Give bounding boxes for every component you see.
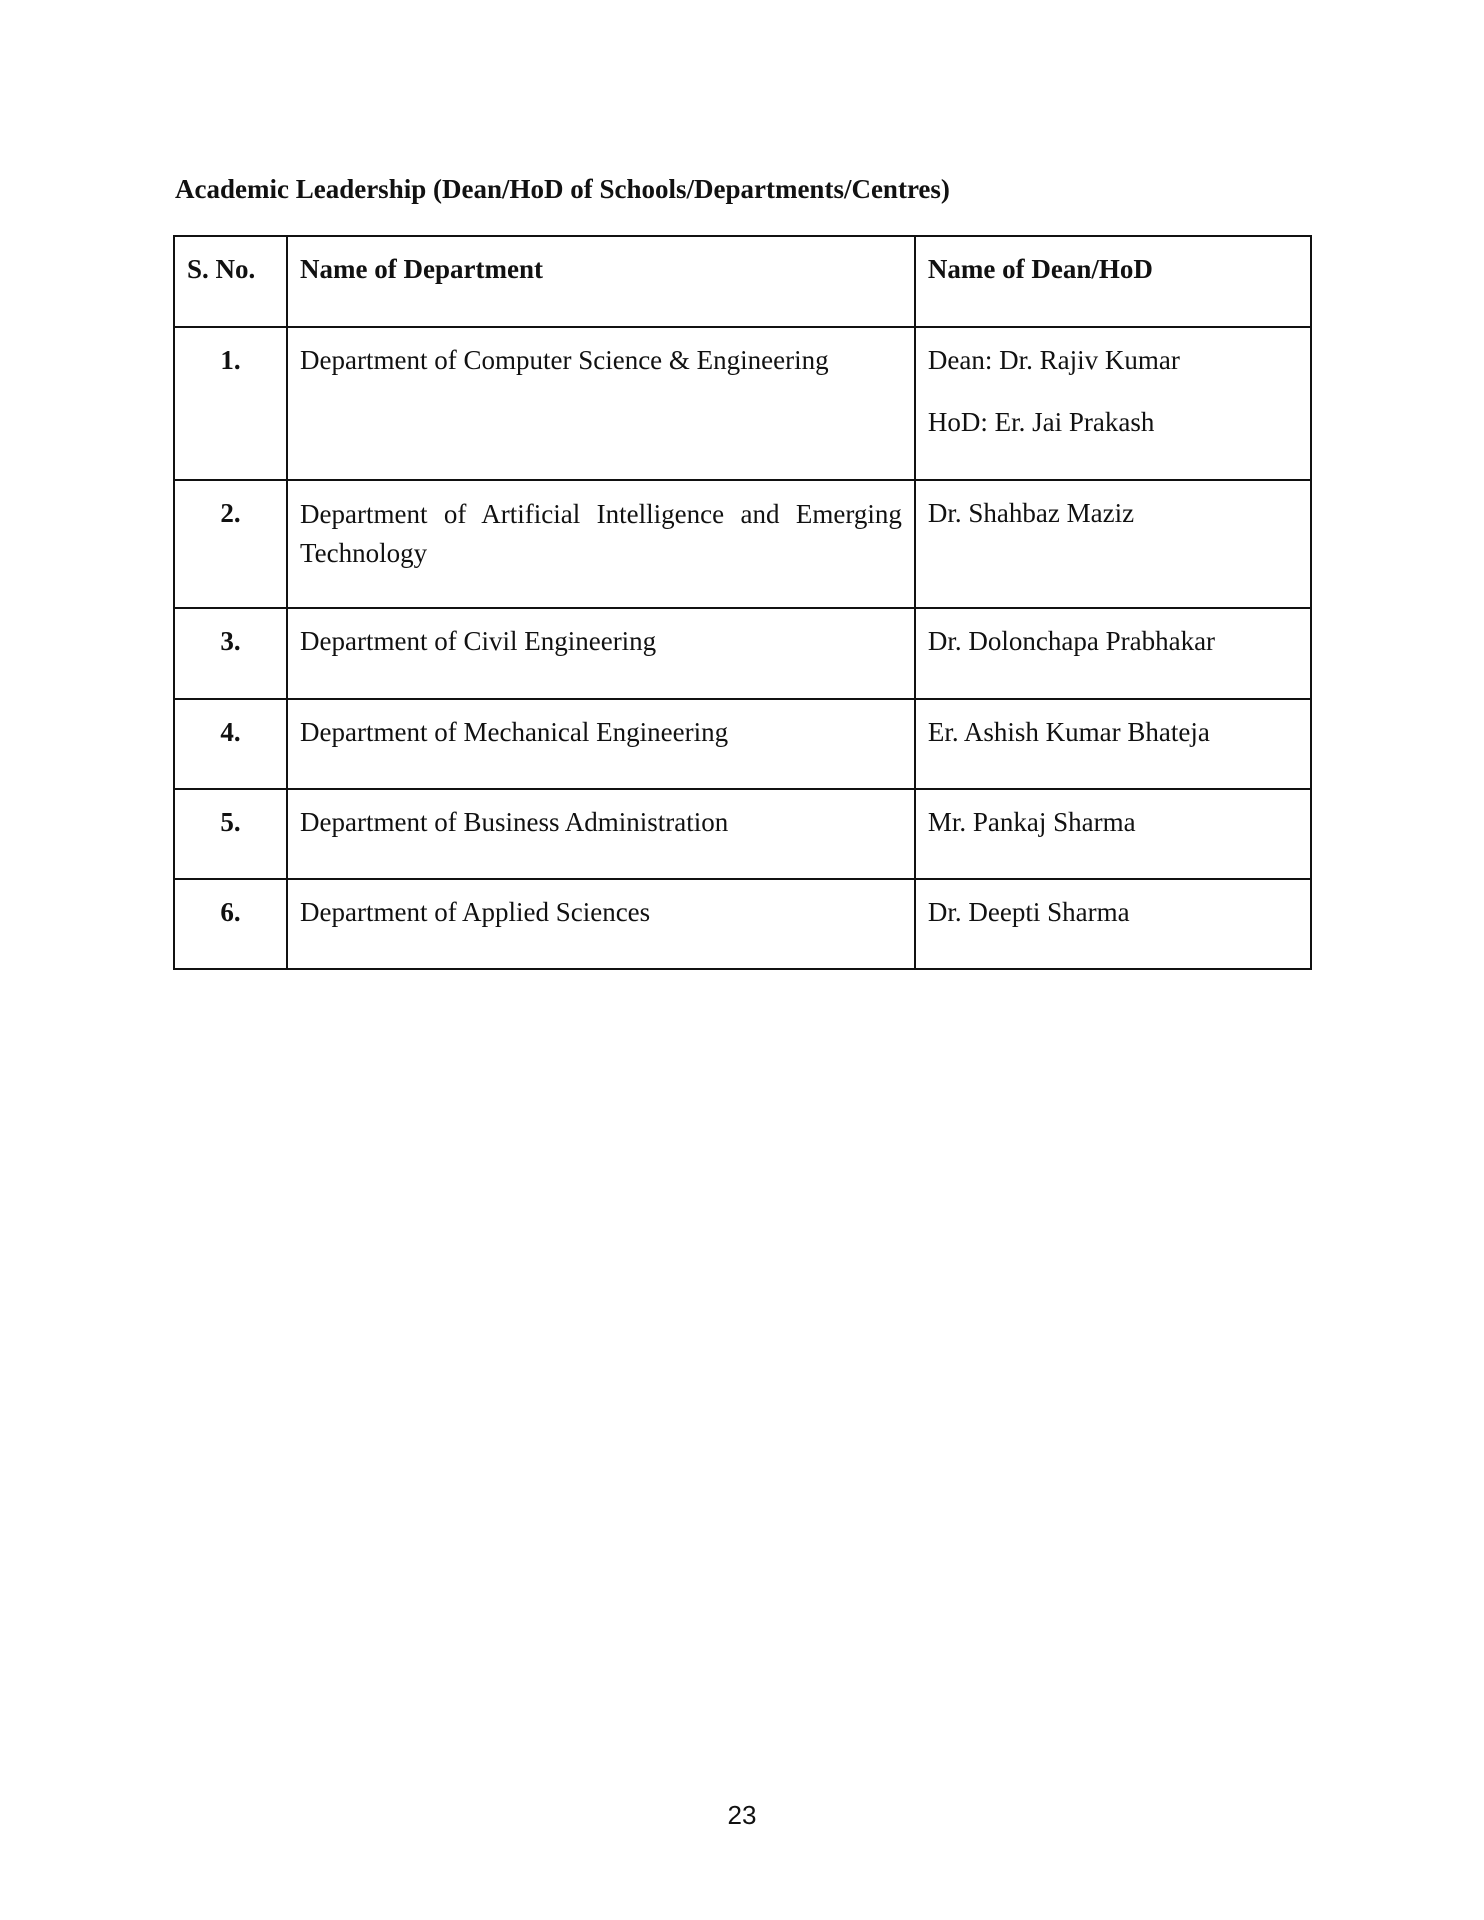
row-department: Department of Artificial Intelligence and Emerging Technology <box>287 480 915 608</box>
row-dean-hod: Dr. Dolonchapa Prabhakar <box>915 608 1311 699</box>
table-row <box>174 327 1311 480</box>
row-sno: 3. <box>174 608 287 699</box>
header-dean-hod: Name of Dean/HoD <box>915 236 1311 327</box>
table-row <box>174 789 1311 879</box>
table-row <box>174 480 1311 608</box>
header-department: Name of Department <box>287 236 915 327</box>
dean-name: Dean: Dr. Rajiv Kumar <box>927 345 1180 375</box>
row-department: Department of Business Administration <box>287 789 915 879</box>
row-department: Department of Applied Sciences <box>287 879 915 969</box>
leadership-table <box>173 235 1312 970</box>
row-department: Department of Mechanical Engineering <box>287 699 915 789</box>
table-header-row <box>174 236 1311 327</box>
table-row <box>174 879 1311 969</box>
row-dean-hod: Dr. Deepti Sharma <box>915 879 1311 969</box>
row-dean-hod: Mr. Pankaj Sharma <box>915 789 1311 879</box>
row-sno: 1. <box>174 327 287 480</box>
row-dean-hod <box>915 327 1311 480</box>
table-row <box>174 608 1311 699</box>
section-title: Academic Leadership (Dean/HoD of Schools/Departments/Centres) <box>175 174 950 204</box>
header-sno: S. No. <box>174 236 287 327</box>
table-row <box>174 699 1311 789</box>
row-department: Department of Civil Engineering <box>287 608 915 699</box>
page-number: 23 <box>727 1800 757 1830</box>
hod-name: HoD: Er. Jai Prakash <box>927 407 1155 437</box>
row-sno: 6. <box>174 879 287 969</box>
row-sno: 5. <box>174 789 287 879</box>
row-dean-hod: Er. Ashish Kumar Bhateja <box>915 699 1311 789</box>
row-sno: 4. <box>174 699 287 789</box>
row-department: Department of Computer Science & Engineering <box>287 327 915 480</box>
row-dean-hod: Dr. Shahbaz Maziz <box>915 480 1311 608</box>
row-sno: 2. <box>174 480 287 608</box>
